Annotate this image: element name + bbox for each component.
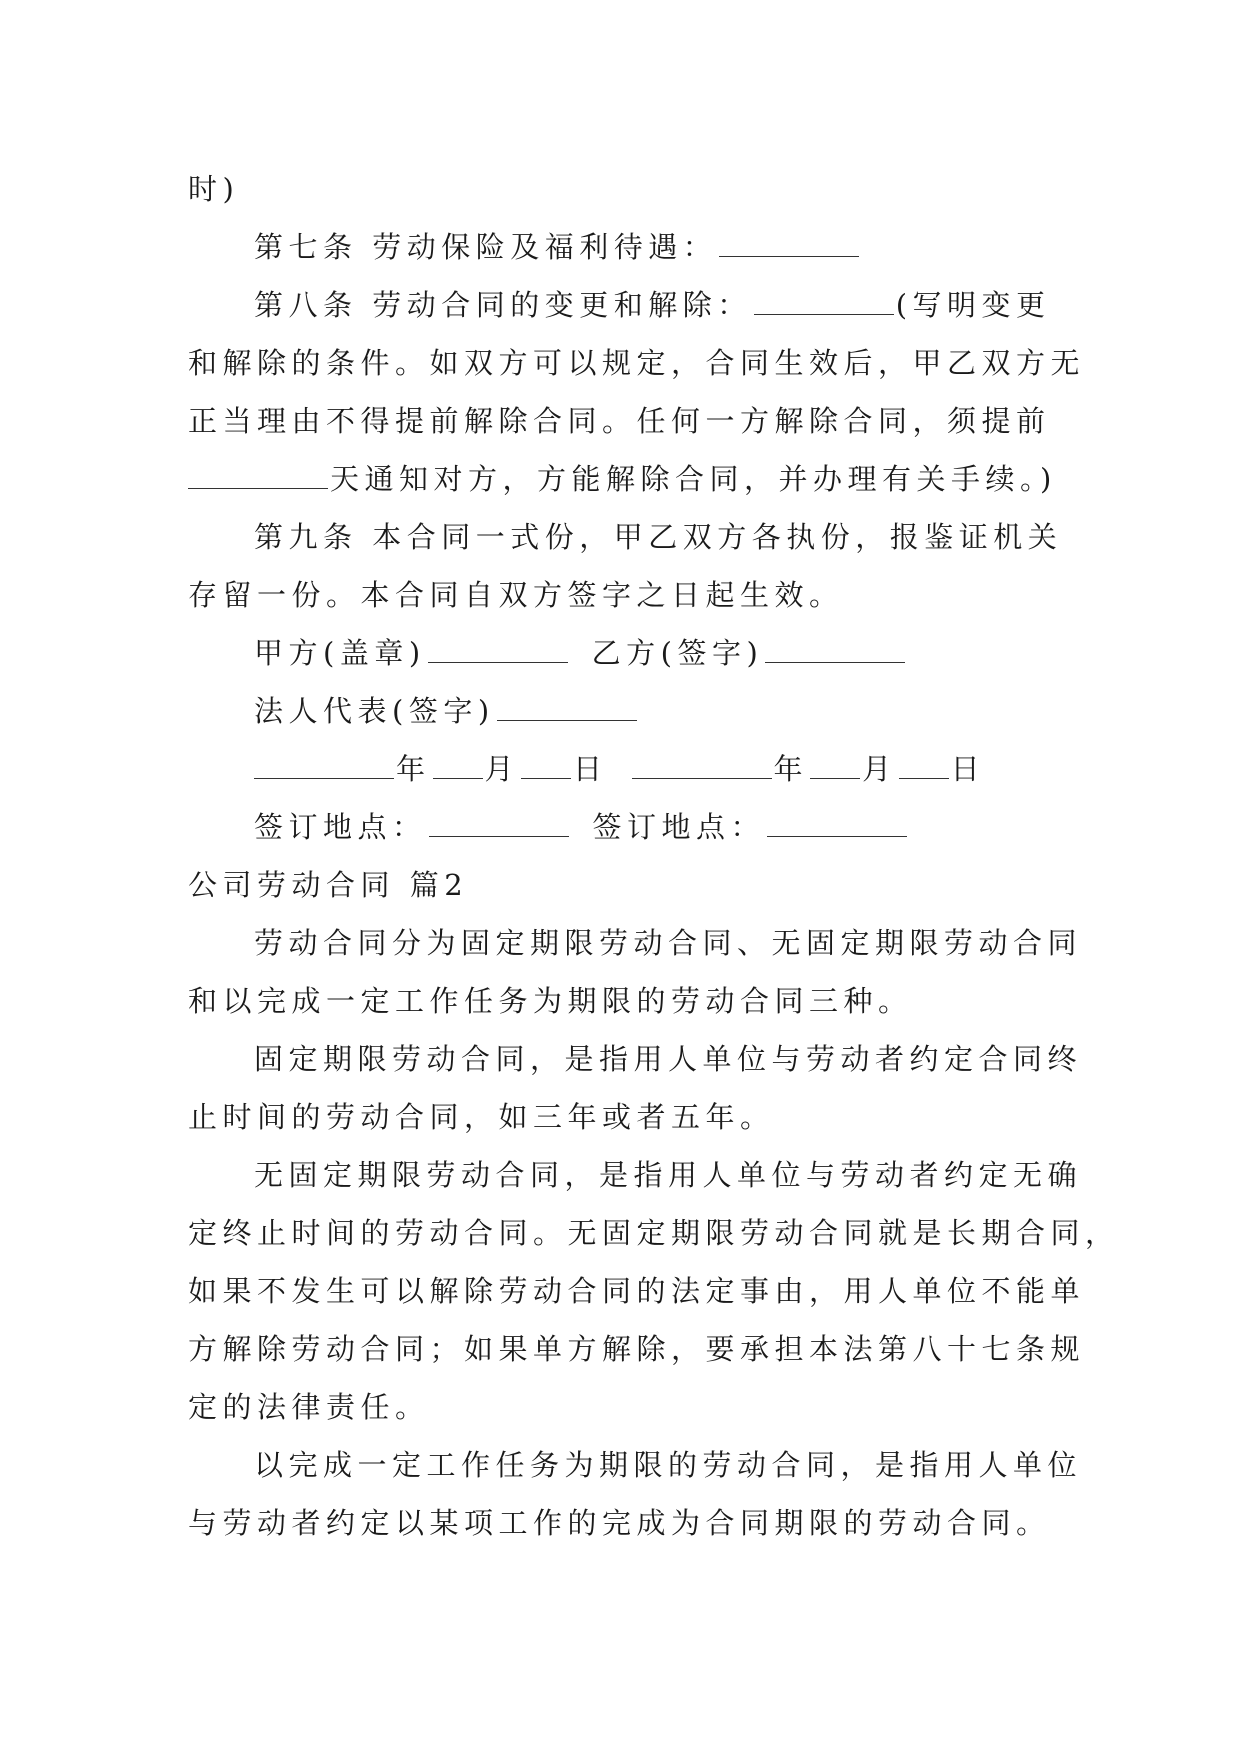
- text: 第七条 劳动保险及福利待遇：: [254, 230, 718, 264]
- day-blank: [521, 754, 571, 779]
- paragraph-line: [188, 1146, 1083, 1204]
- paragraph-line: [188, 972, 1058, 1030]
- signing-place-label: 签订地点：: [254, 810, 427, 844]
- month-blank: [433, 754, 483, 779]
- fill-blank: [754, 290, 894, 315]
- year-label: 年: [773, 752, 809, 786]
- day-blank: [899, 754, 949, 779]
- text: 和解除的条件。如双方可以规定，合同生效后，甲乙双方无: [188, 346, 1086, 380]
- article-7-line: [188, 218, 1058, 276]
- legal-rep-label: 法人代表(签字): [254, 694, 495, 728]
- text: 定的法律责任。: [188, 1390, 430, 1424]
- text: 存留一份。本合同自双方签字之日起生效。: [188, 578, 844, 612]
- party-b-blank: [765, 638, 905, 663]
- signing-place-label: 签订地点：: [592, 810, 766, 844]
- paragraph-line: [188, 1320, 1086, 1378]
- signing-place-blank: [429, 812, 569, 837]
- legal-rep-line: [188, 682, 1058, 740]
- article-8-line: [188, 276, 1058, 334]
- date-line: [188, 740, 1058, 798]
- signing-place-blank: [767, 812, 907, 837]
- paragraph-line: [188, 1494, 1058, 1552]
- text: 定终止时间的劳动合同。无固定期限劳动合同就是长期合同，: [188, 1216, 1120, 1250]
- text: 时): [188, 172, 240, 206]
- fill-blank: [188, 464, 328, 489]
- paragraph-line: [188, 160, 1058, 218]
- month-label: 月: [862, 752, 897, 786]
- paragraph-line: [188, 914, 1083, 972]
- paragraph-line: [188, 334, 1086, 392]
- year-blank: [632, 754, 772, 779]
- legal-rep-blank: [497, 696, 637, 721]
- text: 第九条 本合同一式份，甲乙双方各执份，报鉴证机关: [254, 520, 1063, 554]
- fill-blank: [719, 232, 859, 257]
- text: 劳动合同分为固定期限劳动合同、无固定期限劳动合同: [254, 926, 1083, 960]
- month-blank: [810, 754, 860, 779]
- text: 天通知对方，方能解除合同，并办理有关手续。): [330, 462, 1057, 496]
- year-label: 年: [396, 752, 431, 786]
- text: (写明变更: [895, 288, 1051, 322]
- paragraph-line: [188, 1378, 1058, 1436]
- text: 与劳动者约定以某项工作的完成为合同期限的劳动合同。: [188, 1506, 1051, 1540]
- text: 和以完成一定工作任务为期限的劳动合同三种。: [188, 984, 913, 1018]
- text: 方解除劳动合同；如果单方解除，要承担本法第八十七条规: [188, 1332, 1086, 1366]
- text: 固定期限劳动合同，是指用人单位与劳动者约定合同终: [254, 1042, 1083, 1076]
- paragraph-line: [188, 566, 1058, 624]
- day-label: 日: [573, 752, 608, 786]
- text: 以完成一定工作任务为期限的劳动合同，是指用人单位: [254, 1448, 1083, 1482]
- party-b-label: 乙方(签字): [591, 636, 764, 670]
- month-label: 月: [484, 752, 520, 786]
- text: 无固定期限劳动合同，是指用人单位与劳动者约定无确: [254, 1158, 1083, 1192]
- paragraph-line: [188, 450, 1058, 508]
- party-a-blank: [428, 638, 568, 663]
- party-a-label: 甲方(盖章): [254, 636, 426, 670]
- paragraph-line: [188, 1436, 1083, 1494]
- heading-text: 公司劳动合同 篇2: [188, 868, 469, 902]
- paragraph-line: [188, 1262, 1086, 1320]
- paragraph-line: [188, 392, 1058, 450]
- signature-party-line: [188, 624, 1058, 682]
- text: 止时间的劳动合同，如三年或者五年。: [188, 1100, 775, 1134]
- year-blank: [254, 754, 394, 779]
- signing-place-line: [188, 798, 1058, 856]
- document-body: [188, 160, 1120, 1552]
- paragraph-line: [188, 1088, 1058, 1146]
- article-9-line: [188, 508, 1063, 566]
- text: 如果不发生可以解除劳动合同的法定事由，用人单位不能单: [188, 1274, 1086, 1308]
- text: 正当理由不得提前解除合同。任何一方解除合同，须提前: [188, 404, 1051, 438]
- paragraph-line: [188, 1030, 1083, 1088]
- paragraph-line: [188, 1204, 1120, 1262]
- text: 第八条 劳动合同的变更和解除：: [254, 288, 752, 322]
- day-label: 日: [950, 752, 986, 786]
- section-heading: [188, 856, 1058, 914]
